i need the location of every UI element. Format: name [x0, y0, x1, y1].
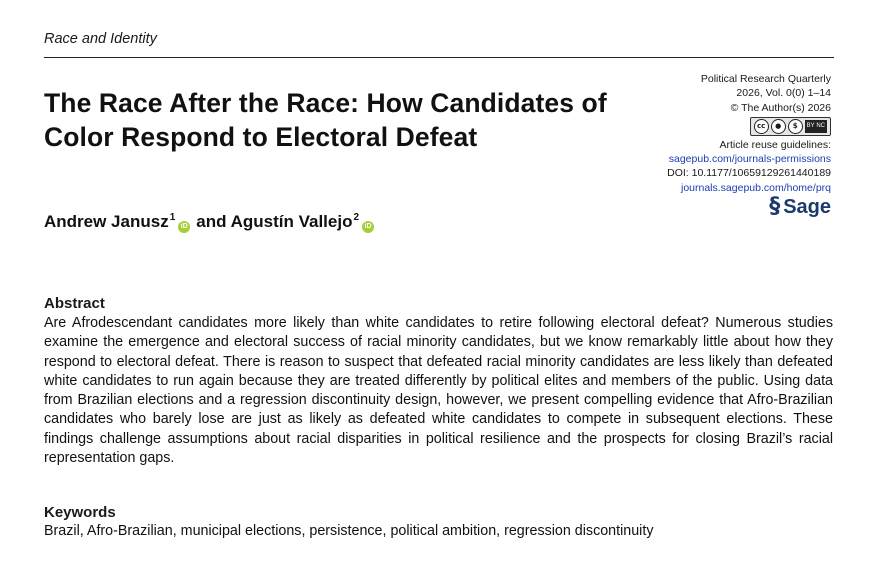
cc-icon: cc: [754, 119, 769, 134]
author-line: [44, 212, 380, 233]
orcid-icon[interactable]: iD: [362, 221, 374, 233]
copyright-line: © The Author(s) 2026: [730, 101, 831, 114]
orcid-icon[interactable]: iD: [178, 221, 190, 233]
volume-line: 2026, Vol. 0(0) 1–14: [736, 87, 831, 100]
doi-line: DOI: 10.1177/10659129261440189: [667, 167, 831, 180]
author-name[interactable]: Agustín Vallejo: [230, 212, 353, 231]
sage-wordmark: Sage: [783, 196, 831, 219]
affiliation-marker: 2: [353, 212, 360, 223]
article-title: The Race After the Race: How Candidates of Color Respond to Electoral Defeat: [44, 88, 607, 152]
nc-dollar-icon: $: [788, 119, 803, 134]
header-rule: [44, 57, 834, 58]
section-label: Race and Identity: [44, 31, 157, 47]
author-joiner: and: [196, 212, 227, 231]
journal-home-link[interactable]: journals.sagepub.com/home/prq: [680, 181, 831, 194]
reuse-label: Article reuse guidelines:: [719, 138, 831, 151]
cc-license-badge[interactable]: [750, 117, 831, 136]
author-name[interactable]: Andrew Janusz: [44, 212, 169, 231]
reuse-link[interactable]: sagepub.com/journals-permissions: [668, 153, 831, 166]
journal-meta: [591, 72, 831, 220]
journal-name: Political Research Quarterly: [700, 73, 831, 85]
sage-logo[interactable]: [769, 194, 831, 220]
keywords-heading: Keywords: [44, 504, 116, 521]
keywords-text: Brazil, Afro-Brazilian, municipal elections, persistence, political ambition, regression discontinuity: [44, 523, 654, 539]
affiliation-marker: 1: [169, 212, 176, 223]
by-person-icon: ●: [771, 119, 786, 134]
abstract-heading: Abstract: [44, 295, 105, 312]
abstract-text: Are Afrodescendant candidates more likely than white candidates to retire following electoral defeat? Numerous studies examine the emergence and electoral success of racial minority candidates, but we know remarkably little about how they respond to electoral defeat. There is reason to suspect that defeated racial minority candidates are less likely than defeated white candidates to run again because they are treated differently by political elites and members of the public. Using data from Brazilian elections and a regression discontinuity design, however, we present compelling evidence that Afro-Brazilian candidates who barely lose are just as likely as defeated white candidates to compete in subsequent elections. These findings challenge assumptions about racial disparities in political resilience and the prospects for closing Brazil’s racial representation gaps.: [44, 315, 833, 467]
license-codes: BY NC: [805, 120, 827, 133]
sage-s-icon: §: [769, 194, 781, 220]
